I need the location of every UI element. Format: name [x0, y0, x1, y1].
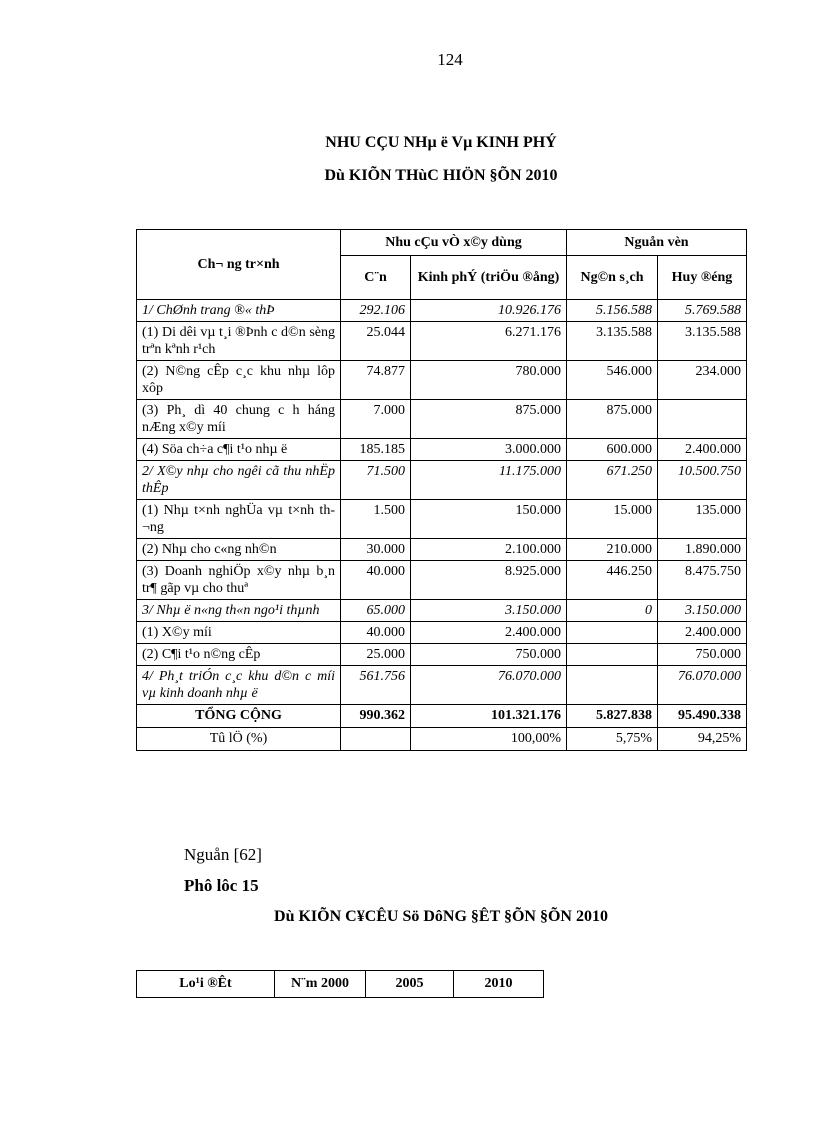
header-budget: Ng©n s¸ch: [567, 256, 658, 300]
row-label: (3) Ph¸ dì 40 chung c h háng nÆng x©y míi: [137, 400, 341, 439]
ratio-mobilize: 94,25%: [658, 728, 747, 751]
row-mobilize: 135.000: [658, 500, 747, 539]
ratio-budget: 5,75%: [567, 728, 658, 751]
row-mobilize: 5.769.588: [658, 300, 747, 322]
row-cost: 11.175.000: [411, 461, 567, 500]
row-mobilize: 2.400.000: [658, 439, 747, 461]
ratio-label: Tû lÖ (%): [137, 728, 341, 751]
row-mobilize: 76.070.000: [658, 666, 747, 705]
row-label: (1) X©y míi: [137, 622, 341, 644]
total-mobilize: 95.490.338: [658, 705, 747, 728]
row-mobilize: 3.135.588: [658, 322, 747, 361]
row-units: 25.000: [341, 644, 411, 666]
header-mobilize: Huy ®éng: [658, 256, 747, 300]
row-label: 1/ ChØnh trang ®« thÞ: [137, 300, 341, 322]
row-cost: 3.150.000: [411, 600, 567, 622]
row-cost: 6.271.176: [411, 322, 567, 361]
table-row: [137, 600, 747, 622]
row-label: (4) Söa ch÷a c¶i t¹o nhµ ë: [137, 439, 341, 461]
table-row: [137, 400, 747, 439]
total-budget: 5.827.838: [567, 705, 658, 728]
row-mobilize: 2.400.000: [658, 622, 747, 644]
header-need-group: Nhu cÇu vÒ x©y dùng: [341, 230, 567, 256]
row-budget: 210.000: [567, 539, 658, 561]
row-budget: 5.156.588: [567, 300, 658, 322]
row-cost: 3.000.000: [411, 439, 567, 461]
table-row: [137, 500, 747, 539]
table-row: [137, 539, 747, 561]
row-cost: 2.100.000: [411, 539, 567, 561]
ratio-row: [137, 728, 747, 751]
land-use-header-2010: 2010: [454, 971, 544, 998]
row-label: (2) C¶i t¹o n©ng cÊp: [137, 644, 341, 666]
row-cost: 10.926.176: [411, 300, 567, 322]
row-budget: [567, 622, 658, 644]
table-row: [137, 666, 747, 705]
row-budget: 0: [567, 600, 658, 622]
row-units: 292.106: [341, 300, 411, 322]
row-label: 3/ Nhµ ë n«ng th«n ngo¹i thµnh: [137, 600, 341, 622]
row-mobilize: 750.000: [658, 644, 747, 666]
total-cost: 101.321.176: [411, 705, 567, 728]
row-cost: 8.925.000: [411, 561, 567, 600]
row-units: 25.044: [341, 322, 411, 361]
row-cost: 2.400.000: [411, 622, 567, 644]
appendix-label: Phô lôc 15: [184, 876, 259, 895]
row-cost: 150.000: [411, 500, 567, 539]
row-cost: 76.070.000: [411, 666, 567, 705]
housing-needs-table: [136, 229, 747, 751]
row-units: 74.877: [341, 361, 411, 400]
row-units: 71.500: [341, 461, 411, 500]
row-cost: 750.000: [411, 644, 567, 666]
document-title: NHU CÇU NHµ ë Vµ KINH PHÝ: [325, 134, 557, 151]
table-row: [137, 644, 747, 666]
row-budget: 3.135.588: [567, 322, 658, 361]
total-label: TỔNG CỘNG: [137, 705, 341, 728]
land-use-header-2005: 2005: [366, 971, 454, 998]
document-subtitle: Dù KIÕN THùC HIÖN §ÕN 2010: [324, 167, 558, 184]
total-row: [137, 705, 747, 728]
row-budget: 546.000: [567, 361, 658, 400]
source-note: Nguån [62]: [184, 845, 262, 864]
ratio-units: [341, 728, 411, 751]
row-mobilize: 8.475.750: [658, 561, 747, 600]
table-row: [137, 300, 747, 322]
table-row: [137, 439, 747, 461]
page-number: 124: [437, 50, 463, 69]
land-use-header-2000: N¨m 2000: [275, 971, 366, 998]
header-cost: Kinh phÝ (triÖu ®ång): [411, 256, 567, 300]
total-units: 990.362: [341, 705, 411, 728]
header-program: Ch¬ ng tr×nh: [137, 230, 341, 300]
header-units: C¨n: [341, 256, 411, 300]
table-row: [137, 561, 747, 600]
row-label: (2) Nhµ cho c«ng nh©n: [137, 539, 341, 561]
land-use-table: [136, 970, 544, 998]
row-units: 40.000: [341, 622, 411, 644]
row-label: (2) N©ng cÊp c¸c khu nhµ lôp xôp: [137, 361, 341, 400]
row-budget: [567, 666, 658, 705]
row-budget: 446.250: [567, 561, 658, 600]
row-budget: 875.000: [567, 400, 658, 439]
row-mobilize: 234.000: [658, 361, 747, 400]
header-source-group: Nguån vèn: [567, 230, 747, 256]
row-mobilize: [658, 400, 747, 439]
row-units: 1.500: [341, 500, 411, 539]
row-units: 65.000: [341, 600, 411, 622]
row-label: (3) Doanh nghiÖp x©y nhµ b¸n tr¶ gãp vµ cho thuª: [137, 561, 341, 600]
appendix-title: Dù KIÕN C¥CÊU Sö DôNG §ÊT §ÕN §ÕN 2010: [274, 908, 608, 925]
row-mobilize: 10.500.750: [658, 461, 747, 500]
row-units: 7.000: [341, 400, 411, 439]
row-mobilize: 3.150.000: [658, 600, 747, 622]
ratio-cost: 100,00%: [411, 728, 567, 751]
table-row: [137, 622, 747, 644]
row-budget: 600.000: [567, 439, 658, 461]
row-mobilize: 1.890.000: [658, 539, 747, 561]
row-budget: 671.250: [567, 461, 658, 500]
row-units: 185.185: [341, 439, 411, 461]
land-use-header-type: Lo¹i ®Êt: [137, 971, 275, 998]
row-units: 40.000: [341, 561, 411, 600]
row-units: 561.756: [341, 666, 411, 705]
table-row: [137, 461, 747, 500]
table-row: [137, 361, 747, 400]
row-label: 2/ X©y nhµ cho ngêi cã thu nhËp thÊp: [137, 461, 341, 500]
row-label: (1) Di dêi vµ t¸i ®Þnh c d©n sèng trªn kªnh r¹ch: [137, 322, 341, 361]
row-budget: 15.000: [567, 500, 658, 539]
row-label: 4/ Ph¸t triÓn c¸c khu d©n c míi vµ kinh doanh nhµ ë: [137, 666, 341, 705]
table-row: [137, 322, 747, 361]
table-body: [137, 300, 747, 705]
row-label: (1) Nhµ t×nh nghÜa vµ t×nh th¬ng: [137, 500, 341, 539]
row-units: 30.000: [341, 539, 411, 561]
row-cost: 780.000: [411, 361, 567, 400]
row-cost: 875.000: [411, 400, 567, 439]
row-budget: [567, 644, 658, 666]
